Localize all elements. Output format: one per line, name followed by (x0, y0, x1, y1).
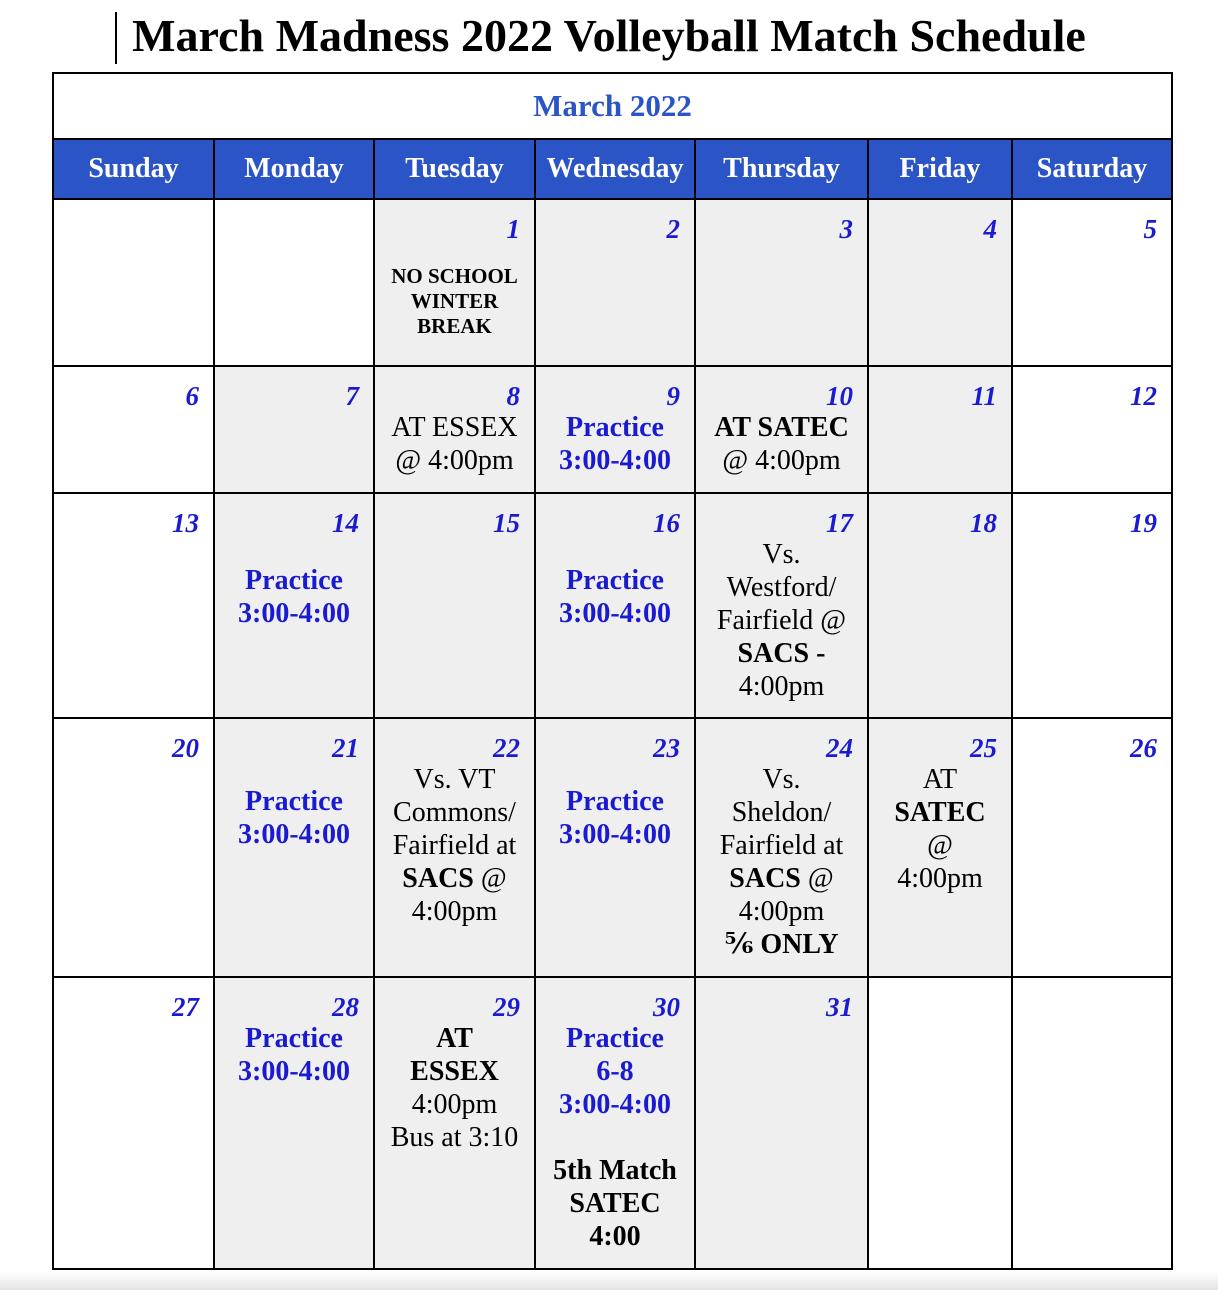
day-cell-30 (535, 977, 695, 1269)
day-number: 6 (185, 381, 199, 411)
weekday-header-row (53, 139, 1172, 199)
day-number: 3 (839, 214, 853, 244)
event-vs-vt-commons: Vs. VT Commons/ Fairfield at SACS @ 4:00pm (392, 764, 517, 927)
day-number: 13 (172, 508, 199, 538)
day-cell-17 (695, 493, 868, 718)
day-number: 20 (172, 733, 199, 763)
day-cell-7 (214, 366, 374, 493)
event-at-satec: AT SATEC @ 4:00pm (714, 412, 849, 476)
day-cell-18 (868, 493, 1012, 718)
event-practice: Practice 3:00-4:00 (238, 565, 350, 629)
weekday-saturday: Saturday (1012, 139, 1172, 199)
empty-day-cell (1012, 977, 1172, 1269)
weekday-friday: Friday (868, 139, 1012, 199)
day-cell-19 (1012, 493, 1172, 718)
day-cell-28 (214, 977, 374, 1269)
day-cell-5 (1012, 199, 1172, 366)
day-cell-2 (535, 199, 695, 366)
day-number: 12 (1130, 381, 1157, 411)
weekday-wednesday: Wednesday (535, 139, 695, 199)
day-number: 2 (666, 214, 680, 244)
text-cursor (115, 12, 117, 64)
day-number: 25 (970, 733, 997, 763)
day-number: 28 (332, 992, 359, 1022)
event-at-satec: AT SATEC @ 4:00pm (894, 764, 986, 894)
day-number: 21 (332, 733, 359, 763)
weekday-sunday: Sunday (53, 139, 214, 199)
day-cell-22 (374, 718, 535, 977)
event-at-essex: AT ESSEX 4:00pm Bus at 3:10 (390, 1023, 519, 1153)
day-number: 23 (653, 733, 680, 763)
event-practice: Practice 3:00-4:00 (559, 786, 671, 850)
event-practice: Practice 3:00-4:00 (238, 786, 350, 850)
event-at-essex: AT ESSEX @ 4:00pm (391, 412, 518, 476)
week-row-4 (53, 718, 1172, 977)
day-cell-3 (695, 199, 868, 366)
day-cell-25 (868, 718, 1012, 977)
event-practice: Practice 3:00-4:00 (559, 412, 671, 476)
day-cell-23 (535, 718, 695, 977)
day-cell-21 (214, 718, 374, 977)
day-number: 19 (1130, 508, 1157, 538)
event-vs-sheldon: Vs. Sheldon/ Fairfield at SACS @ 4:00pm ⅚ ONLY (719, 764, 844, 960)
day-number: 7 (345, 381, 359, 411)
month-heading: March 2022 (53, 73, 1172, 139)
day-number: 1 (506, 214, 520, 244)
event-practice: Practice 3:00-4:00 (559, 565, 671, 629)
day-number: 31 (826, 992, 853, 1022)
day-cell-24 (695, 718, 868, 977)
day-number: 29 (493, 992, 520, 1022)
day-cell-31 (695, 977, 868, 1269)
day-cell-12 (1012, 366, 1172, 493)
day-number: 27 (172, 992, 199, 1022)
day-cell-4 (868, 199, 1012, 366)
calendar-table (52, 72, 1173, 1270)
day-number: 15 (493, 508, 520, 538)
day-number: 10 (826, 381, 853, 411)
day-cell-26 (1012, 718, 1172, 977)
day-number: 5 (1143, 214, 1157, 244)
page-title: March Madness 2022 Volleyball Match Schedule (132, 10, 1086, 61)
weekday-monday: Monday (214, 139, 374, 199)
day-number: 4 (983, 214, 997, 244)
day-number: 14 (332, 508, 359, 538)
day-number: 17 (826, 508, 853, 538)
empty-day-cell (214, 199, 374, 366)
week-row-1 (53, 199, 1172, 366)
day-number: 22 (493, 733, 520, 763)
week-row-5 (53, 977, 1172, 1269)
weekday-tuesday: Tuesday (374, 139, 535, 199)
event-practice-and-match: Practice 6-8 3:00-4:00 5th Match SATEC 4:00 (553, 1023, 677, 1252)
event-practice: Practice 3:00-4:00 (238, 1023, 350, 1087)
day-cell-11 (868, 366, 1012, 493)
day-cell-29 (374, 977, 535, 1269)
day-number: 11 (971, 381, 997, 411)
day-cell-16 (535, 493, 695, 718)
bottom-edge-shadow (0, 1272, 1218, 1290)
day-number: 18 (970, 508, 997, 538)
day-number: 24 (826, 733, 853, 763)
week-row-2 (53, 366, 1172, 493)
day-cell-9 (535, 366, 695, 493)
day-cell-15 (374, 493, 535, 718)
week-row-3 (53, 493, 1172, 718)
empty-day-cell (53, 199, 214, 366)
day-number: 26 (1130, 733, 1157, 763)
day-cell-27 (53, 977, 214, 1269)
day-cell-10 (695, 366, 868, 493)
day-number: 30 (653, 992, 680, 1022)
empty-day-cell (868, 977, 1012, 1269)
day-cell-8 (374, 366, 535, 493)
event-no-school: NO SCHOOL WINTER BREAK (391, 264, 518, 338)
day-cell-14 (214, 493, 374, 718)
event-vs-westford: Vs. Westford/ Fairfield @ SACS - 4:00pm (716, 539, 847, 702)
day-number: 16 (653, 508, 680, 538)
day-cell-20 (53, 718, 214, 977)
day-number: 8 (506, 381, 520, 411)
day-cell-13 (53, 493, 214, 718)
day-cell-6 (53, 366, 214, 493)
day-number: 9 (666, 381, 680, 411)
weekday-thursday: Thursday (695, 139, 868, 199)
day-cell-1 (374, 199, 535, 366)
